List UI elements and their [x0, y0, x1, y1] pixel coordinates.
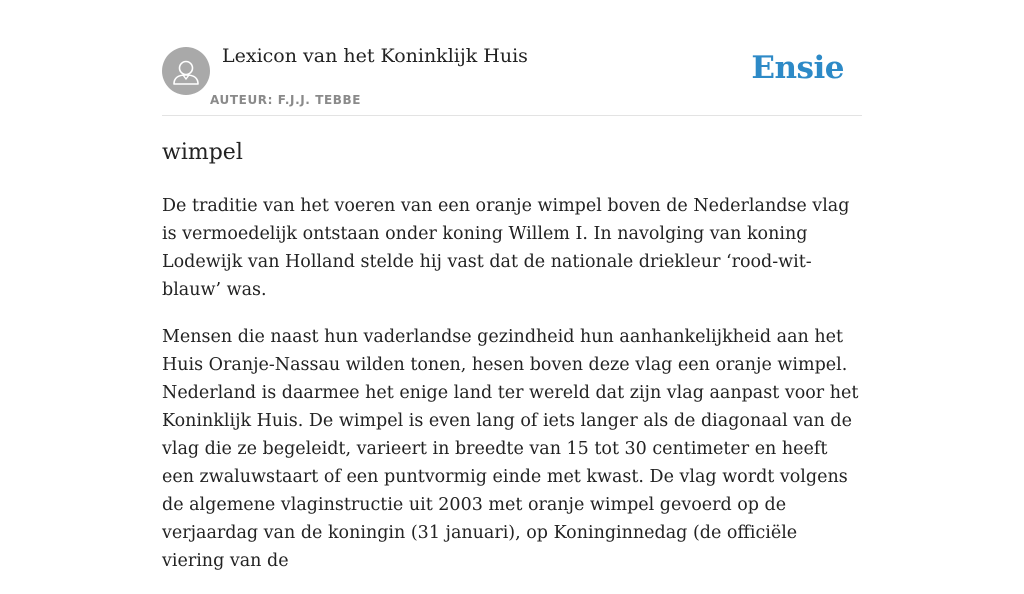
source-title[interactable]: Lexicon van het Koninklijk Huis [222, 45, 528, 67]
user-icon [162, 47, 210, 95]
paragraph: De traditie van het voeren van een oranje wimpel boven de Nederlandse vlag is vermoedelijk ontstaan onder koning Willem I. In navolging van koning Lodewijk van Holland stelde hij vast dat de nationale driekleur ‘rood-wit-blauw’ was. [162, 196, 850, 300]
header [162, 0, 862, 116]
entry-body [162, 192, 862, 594]
brand-logo[interactable]: Ensie [751, 50, 844, 86]
entry-title: wimpel [162, 140, 243, 165]
paragraph: Mensen die naast hun vaderlandse gezindheid hun aanhankelijkheid aan het Huis Oranje-Nassau wilden tonen, hesen boven deze vlag een oranje wimpel. Nederland is daarmee het enige land ter wereld dat zijn vlag aanpast voor het Koninklijk Huis. De wimpel is even lang of iets langer als de diagonaal van de vlag die ze begeleidt, varieert in breedte van 15 tot 30 centimeter en heeft een zwaluwstaart of een puntvormig einde met kwast. De vlag wordt volgens de algemene vlaginstructie uit 2003 met oranje wimpel gevoerd op de verjaardag van de koningin (31 januari), op Koninginnedag (de officiële viering van de [162, 327, 859, 571]
author-label[interactable]: AUTEUR: F.J.J. TEBBE [210, 93, 362, 107]
avatar[interactable] [162, 47, 210, 95]
content-container [162, 0, 862, 571]
